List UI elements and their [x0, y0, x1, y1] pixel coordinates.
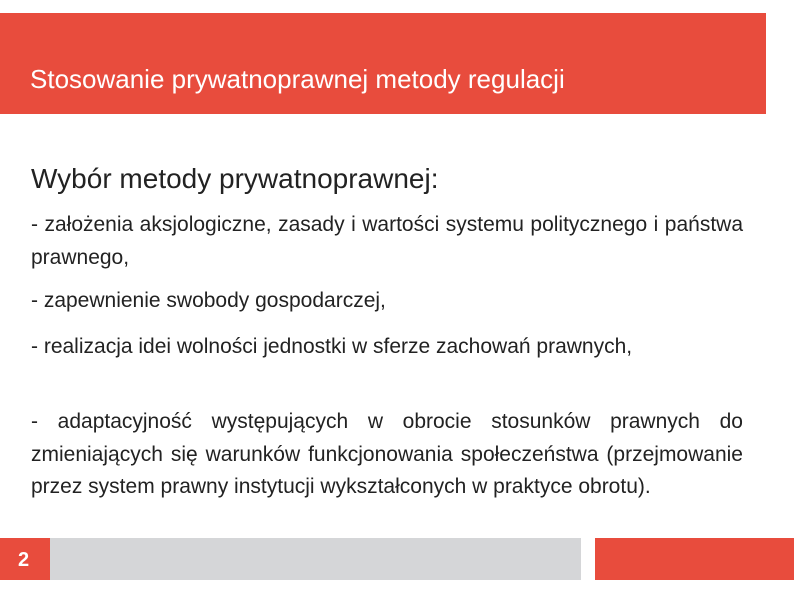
bullet-item-3: - realizacja idei wolności jednostki w sferze zachowań prawnych, — [31, 335, 633, 358]
slide-number: 2 — [18, 549, 30, 571]
bullet-item-2: - zapewnienie swobody gospodarczej, — [31, 289, 386, 312]
bullet-item-4: - adaptacyjność występujących w obrocie stosunków prawnych do zmieniających się warunków funkcjonowania społeczeństwa (przejmowanie przez system prawny instytucji wykształconych w praktyce obrotu). — [31, 410, 743, 498]
slide-title: Stosowanie prywatnoprawnej metody regulacji — [30, 64, 565, 94]
footer-accent-right — [595, 538, 794, 580]
section-heading: Wybór metody prywatnoprawnej: — [31, 163, 439, 194]
footer-bar — [50, 538, 581, 580]
bullet-item-1: - założenia aksjologiczne, zasady i wartości systemu politycznego i państwa prawnego, — [31, 213, 743, 269]
